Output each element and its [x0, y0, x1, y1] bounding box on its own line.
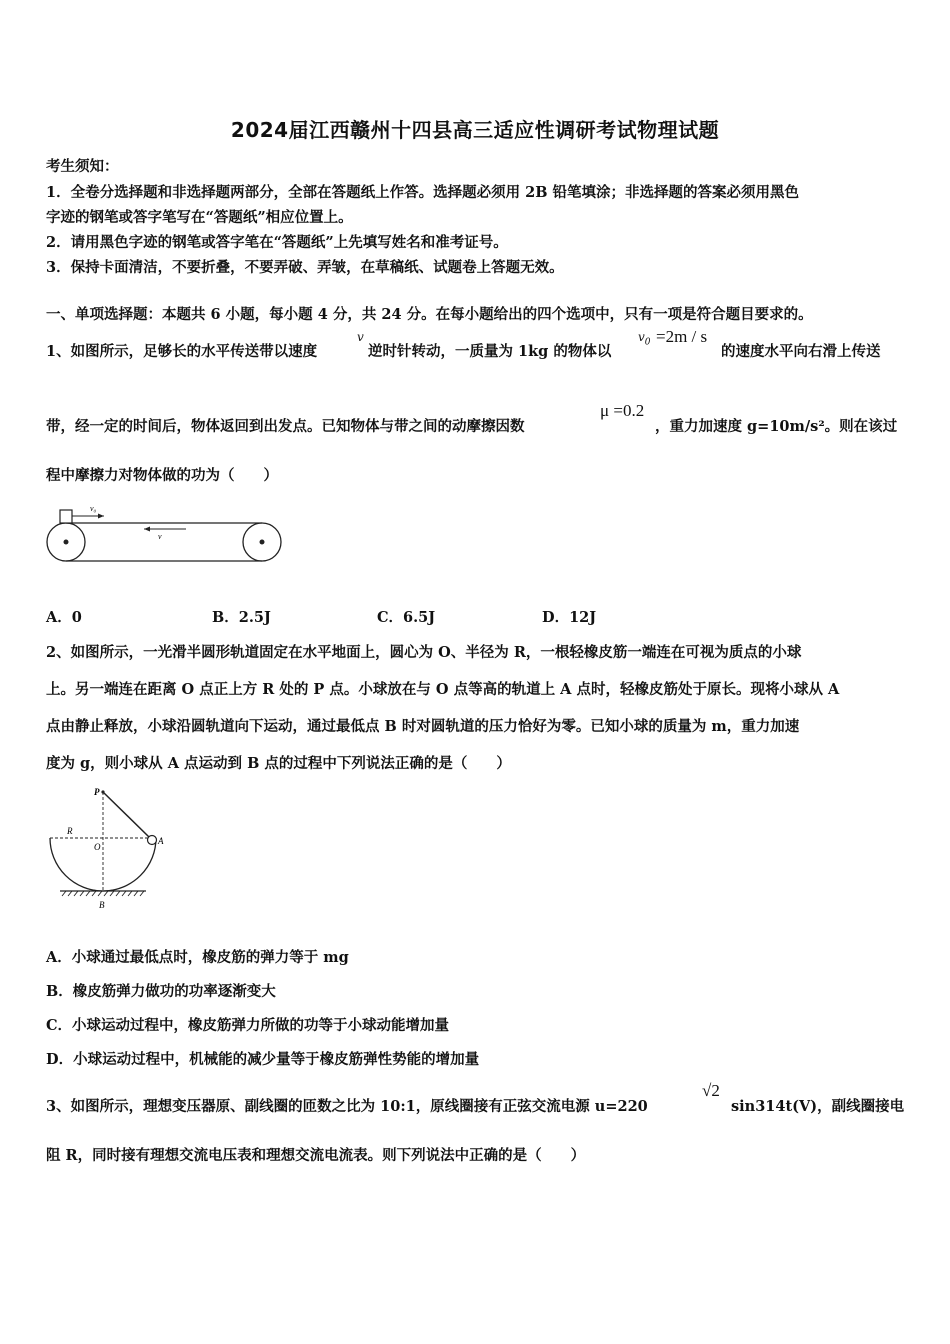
v-label: v	[158, 532, 162, 541]
ground-hatching	[62, 891, 144, 896]
notice-item-3: 3．保持卡面清洁，不要折叠，不要弄破、弄皱，在草稿纸、试题卷上答题无效。	[46, 259, 564, 276]
label-p: P	[94, 787, 100, 797]
v0-label: v₀	[90, 504, 97, 513]
v-arrowhead	[144, 527, 150, 532]
q1-option-d[interactable]: D．12J	[542, 609, 597, 626]
q1-option-a[interactable]: A．0	[46, 609, 82, 626]
q2-line-3: 点由静止释放，小球沿圆轨道向下运动，通过最低点 B 时对圆轨道的压力恰好为零。已知小球的质量为 m，重力加速	[46, 718, 800, 735]
label-b: B	[99, 900, 105, 910]
q1-line-3: 程中摩擦力对物体做的功为（ ）	[46, 467, 278, 484]
q1-mu-value: μ =0.2	[600, 401, 645, 420]
q1-line-1a: 1、如图所示，足够长的水平传送带以速度	[46, 343, 318, 360]
semicircle-track-figure	[42, 782, 172, 912]
section-heading: 一、单项选择题：本题共 6 小题，每小题 4 分，共 24 分。在每小题给出的四个选项中，只有一项是符合题目要求的。	[46, 306, 813, 323]
notice-item-1a: 1．全卷分选择题和非选择题两部分，全部在答题纸上作答。选择题必须用 2B 铅笔填涂；非选择题的答案必须用黑色	[46, 184, 800, 201]
page-title: 2024届江西赣州十四县高三适应性调研考试物理试题	[230, 118, 720, 142]
q3-line-1b: sin314t(V)，副线圈接电	[731, 1098, 905, 1115]
notice-heading: 考生须知：	[46, 158, 119, 175]
q1-line-2a: 带，经一定的时间后，物体返回到出发点。已知物体与带之间的动摩擦因数	[46, 418, 525, 435]
right-pulley-axle	[260, 540, 265, 545]
q2-line-2: 上。另一端连在距离 O 点正上方 R 处的 P 点。小球放在与 O 点等高的轨道上 A 点时，轻橡皮筋处于原长。现将小球从 A	[46, 681, 840, 698]
rubber-band	[103, 792, 149, 837]
conveyor-belt-figure	[44, 500, 286, 566]
block	[60, 510, 72, 523]
q3-sqrt2: √2	[702, 1081, 720, 1100]
left-pulley-axle	[64, 540, 69, 545]
q1-line-2b: ，重力加速度 g=10m/s²。则在该过	[655, 418, 898, 435]
q2-line-4: 度为 g，则小球从 A 点运动到 B 点的过程中下列说法正确的是（ ）	[46, 755, 511, 772]
point-p-dot	[101, 790, 104, 793]
label-r: R	[67, 826, 73, 836]
label-a: A	[158, 836, 164, 846]
q1-option-b[interactable]: B．2.5J	[212, 609, 271, 626]
q3-line-2: 阻 R，同时接有理想交流电压表和理想交流电流表。则下列说法中正确的是（ ）	[46, 1147, 586, 1164]
q1-v0-value: =2m / s	[656, 327, 708, 346]
q2-option-c[interactable]: C．小球运动过程中，橡皮筋弹力所做的功等于小球动能增加量	[46, 1017, 450, 1034]
q2-line-1: 2、如图所示，一光滑半圆形轨道固定在水平地面上，圆心为 O、半径为 R，一根轻橡皮筋一端连在可视为质点的小球	[46, 644, 802, 661]
q1-line-1b: 逆时针转动，一质量为 1kg 的物体以	[368, 343, 612, 360]
q1-line-1c: 的速度水平向右滑上传送	[721, 343, 881, 360]
ball	[148, 836, 157, 845]
q2-option-a[interactable]: A．小球通过最低点时，橡皮筋的弹力等于 mg	[46, 949, 349, 966]
v0-arrowhead	[98, 514, 104, 519]
q3-line-1a: 3、如图所示，理想变压器原、副线圈的匝数之比为 10:1，原线圈接有正弦交流电源 u=220	[46, 1098, 648, 1115]
q1-symbol-v0: $v_0$	[638, 330, 651, 348]
q1-option-c[interactable]: C．6.5J	[377, 609, 436, 626]
label-o: O	[94, 842, 101, 852]
q2-option-d[interactable]: D．小球运动过程中，机械能的减少量等于橡皮筋弹性势能的增加量	[46, 1051, 480, 1068]
q1-symbol-v: v	[357, 330, 364, 344]
notice-item-1b: 字迹的钢笔或答字笔写在“答题纸”相应位置上。	[46, 209, 353, 226]
q2-option-b[interactable]: B．橡皮筋弹力做功的功率逐渐变大	[46, 983, 276, 1000]
notice-item-2: 2．请用黑色字迹的钢笔或答字笔在“答题纸”上先填写姓名和准考证号。	[46, 234, 508, 251]
